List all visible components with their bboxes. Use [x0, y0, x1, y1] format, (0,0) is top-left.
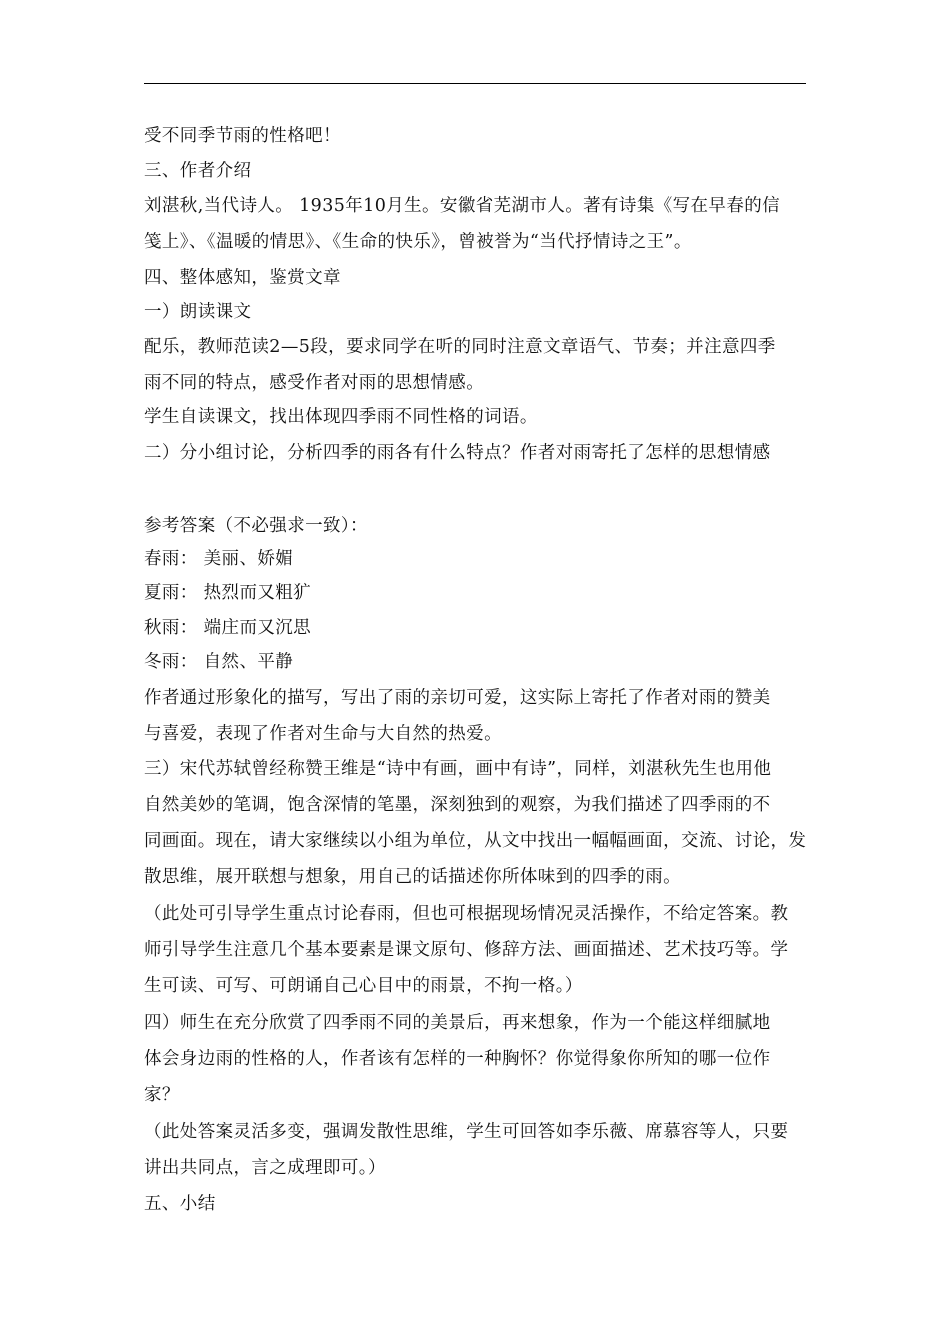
text-line: 生可读、可写、可朗诵自己心目中的雨景，不拘一格。） [144, 976, 583, 996]
answer-item: 冬雨： 自然、平静 [144, 652, 294, 672]
subsection-heading: 四）师生在充分欣赏了四季雨不同的美景后，再来想象，作为一个能这样细腻地 [144, 1013, 771, 1033]
subsection-heading: 一）朗读课文 [144, 302, 252, 322]
text-line: 笺上》、《温暖的情思》、《生命的快乐》，曾被誉为“当代抒情诗之王”。 [144, 232, 692, 252]
text-line: 与喜爱，表现了作者对生命与大自然的热爱。 [144, 724, 502, 744]
subsection-heading: 二）分小组讨论，分析四季的雨各有什么特点？作者对雨寄托了怎样的思想情感 [144, 443, 771, 463]
section-heading: 三、作者介绍 [144, 161, 252, 181]
text-line: 自然美妙的笔调，饱含深情的笔墨，深刻独到的观察，为我们描述了四季雨的不 [144, 795, 771, 815]
text-line: 学生自读课文，找出体现四季雨不同性格的词语。 [144, 407, 538, 427]
answer-item: 夏雨： 热烈而又粗犷 [144, 583, 312, 603]
text-line: 雨不同的特点，感受作者对雨的思想情感。 [144, 373, 485, 393]
text-line: 体会身边雨的性格的人，作者该有怎样的一种胸怀？你觉得象你所知的哪一位作 [144, 1049, 771, 1069]
text-line: 同画面。现在，请大家继续以小组为单位，从文中找出一幅幅画面，交流、讨论，发 [144, 831, 807, 851]
section-heading: 四、整体感知，鉴赏文章 [144, 268, 341, 288]
subsection-heading: 三）宋代苏轼曾经称赞王维是“诗中有画，画中有诗”，同样，刘湛秋先生也用他 [144, 759, 772, 779]
text-line: 家？ [144, 1085, 180, 1105]
text-line: 参考答案（不必强求一致）： [144, 516, 368, 536]
header-rule [144, 83, 806, 84]
answer-item: 春雨： 美丽、娇媚 [144, 549, 294, 569]
section-heading: 五、小结 [144, 1194, 216, 1214]
text-line: （此处答案灵活多变，强调发散性思维，学生可回答如李乐薇、席慕容等人，只要 [144, 1122, 789, 1142]
text-line: 散思维，展开联想与想象，用自己的话描述你所体味到的四季的雨。 [144, 867, 681, 887]
text-line: 刘湛秋,当代诗人。 1935年10月生。安徽省芜湖市人。著有诗集《写在早春的信 [144, 196, 781, 216]
answer-item: 秋雨： 端庄而又沉思 [144, 618, 312, 638]
text-line: 受不同季节雨的性格吧！ [144, 126, 341, 146]
text-line: 作者通过形象化的描写，写出了雨的亲切可爱，这实际上寄托了作者对雨的赞美 [144, 688, 771, 708]
text-line: 师引导学生注意几个基本要素是课文原句、修辞方法、画面描述、艺术技巧等。学 [144, 940, 789, 960]
text-line: （此处可引导学生重点讨论春雨，但也可根据现场情况灵活操作，不给定答案。教 [144, 904, 789, 924]
text-line: 讲出共同点，言之成理即可。） [144, 1158, 386, 1178]
text-line: 配乐，教师范读2—5段，要求同学在听的同时注意文章语气、节奏；并注意四季 [144, 337, 776, 357]
